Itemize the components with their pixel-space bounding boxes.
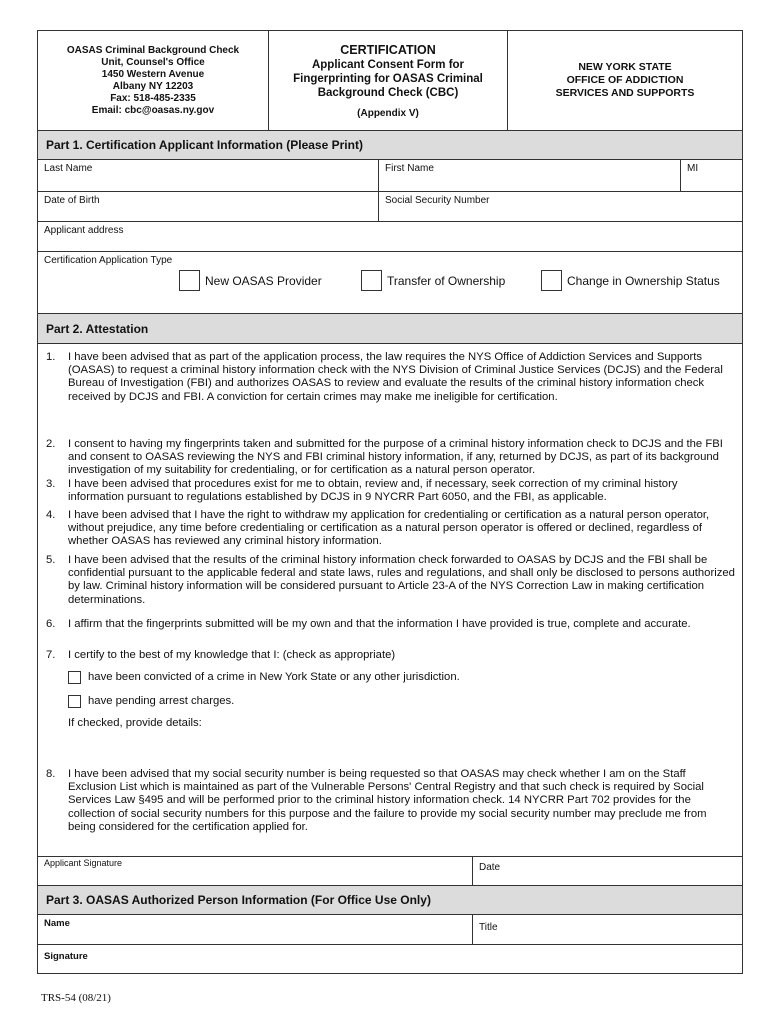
authorized-name-field[interactable] xyxy=(38,915,472,944)
authorized-name-label: Name xyxy=(44,918,70,929)
option-change-ownership-status[interactable] xyxy=(541,270,720,291)
details-prompt xyxy=(68,717,202,730)
item-text: I have been advised that I have the right to withdraw my application for credentialing or certification as a natural person operator, without prejudice, any time before credentialing or certification as a natural person operator is offered or declined, regardless of whether OASAS has reviewed any criminal history information. xyxy=(68,509,710,548)
convicted-label: have been convicted of a crime in New York State or any other jurisdiction. xyxy=(88,671,460,683)
agency-line: OFFICE OF ADDICTION xyxy=(566,74,684,86)
form-subtitle-line: Applicant Consent Form for xyxy=(311,58,465,71)
item-text: I have been advised that as part of the application process, the law requires the NYS Office of Addiction Services and Supports (OASAS) to request a criminal history information check with the NYS Division of Criminal Justice Services (DCJS) and the Federal Bureau of Investigation (FBI) and authorizes OASAS to review and evaluate the results of the criminal history information check received by DCJS and FBI. A conviction for certain crimes may make me ineligible for certification. xyxy=(68,351,723,403)
checkbox[interactable] xyxy=(179,270,200,291)
form-subtitle-line: Background Check (CBC) xyxy=(317,86,459,99)
attestation-item xyxy=(46,438,736,478)
application-type-options xyxy=(38,266,742,297)
attestation-item xyxy=(46,554,736,607)
convicted-option[interactable] xyxy=(68,671,460,684)
last-name-field[interactable] xyxy=(38,160,378,191)
part3-heading: Part 3. OASAS Authorized Person Information (For Office Use Only) xyxy=(38,886,742,915)
mi-field[interactable] xyxy=(680,160,742,191)
applicant-signature-label: Applicant Signature xyxy=(44,858,123,868)
attestation-item xyxy=(46,351,736,404)
item-number: 7. xyxy=(46,649,56,661)
address-label: Applicant address xyxy=(44,225,124,236)
attestation-item xyxy=(46,509,736,549)
office-email: Email: cbc@oasas.ny.gov xyxy=(91,104,215,116)
applicant-signature-field[interactable] xyxy=(38,857,472,885)
date-field[interactable] xyxy=(472,857,742,885)
item-number: 6. xyxy=(46,618,56,630)
part2-heading: Part 2. Attestation xyxy=(38,314,742,344)
form-title: CERTIFICATION xyxy=(340,42,436,57)
item-number: 4. xyxy=(46,509,56,521)
title-label: Title xyxy=(479,922,498,933)
office-address-block xyxy=(38,31,269,130)
office-line: Unit, Counsel's Office xyxy=(101,56,205,68)
checkbox[interactable] xyxy=(68,671,81,684)
form-subtitle-line: Fingerprinting for OASAS Criminal xyxy=(293,72,483,85)
name-row xyxy=(38,160,742,192)
office-line: OASAS Criminal Background Check xyxy=(66,44,240,56)
dob-ssn-row xyxy=(38,192,742,222)
option-transfer-ownership[interactable] xyxy=(361,270,505,291)
office-line: 1450 Western Avenue xyxy=(101,68,205,80)
title-field[interactable] xyxy=(472,915,742,944)
item-number: 5. xyxy=(46,554,56,566)
office-line: Fax: 518-485-2335 xyxy=(110,92,196,104)
item-text: I consent to having my fingerprints taken and submitted for the purpose of a criminal history information check to DCJS and the FBI and consent to OASAS reviewing the NYS and FBI criminal history information, if any, returned by DCJS, as part of its background investigation of my suitability for credentialing, or for certification as a natural person operator. xyxy=(68,438,723,477)
applicant-signature-row xyxy=(38,857,742,886)
details-label: If checked, provide details: xyxy=(68,717,202,729)
item-text: I have been advised that the results of the criminal history information check forwarded to OASAS by DCJS and the FBI shall be confidential pursuant to the applicable federal and state laws, rules and regulations, and shall only be disclosed to persons authorized by law. Criminal history information will be considered pursuant to Article 23-A of the NYS Correction Law in making certification determinations. xyxy=(68,554,735,606)
address-field[interactable] xyxy=(38,222,742,251)
application-type-label: Certification Application Type xyxy=(44,255,173,266)
last-name-label: Last Name xyxy=(44,163,93,174)
first-name-field[interactable] xyxy=(378,160,680,191)
appendix-label: (Appendix V) xyxy=(357,107,419,119)
agency-line: SERVICES AND SUPPORTS xyxy=(555,87,695,99)
option-label: New OASAS Provider xyxy=(205,273,322,288)
attestation-list xyxy=(38,344,742,857)
item-number: 2. xyxy=(46,438,56,450)
attestation-item xyxy=(46,768,736,834)
attestation-item xyxy=(46,649,736,662)
item-text: I certify to the best of my knowledge that I: (check as appropriate) xyxy=(68,649,396,661)
item-text: I have been advised that my social security number is being requested so that OASAS may check whether I am on the Staff Exclusion List which is maintained as part of the Vulnerable Persons' Central Registry and that such check is required by Social Services Law §495 and will be performed prior to the criminal history information check. 14 NYCRR Part 702 provides for the collection of social security numbers for this purpose and the failure to provide my social security number may preclude me from being considered for the certification applied for. xyxy=(68,768,707,833)
agency-line: NEW YORK STATE xyxy=(578,61,672,73)
date-label: Date xyxy=(479,862,501,873)
dob-field[interactable] xyxy=(38,192,378,221)
ssn-field[interactable] xyxy=(378,192,742,221)
form-number: TRS-54 (08/21) xyxy=(41,992,111,1004)
item-number: 3. xyxy=(46,478,56,490)
attestation-item xyxy=(46,478,736,504)
consent-form xyxy=(37,30,743,974)
agency-name-block xyxy=(508,31,742,130)
authorized-signature-label: Signature xyxy=(44,951,88,962)
address-row xyxy=(38,222,742,252)
authorized-name-row xyxy=(38,915,742,945)
checkbox[interactable] xyxy=(361,270,382,291)
ssn-label: Social Security Number xyxy=(385,195,490,206)
application-type-row xyxy=(38,252,742,314)
option-label: Transfer of Ownership xyxy=(387,273,506,288)
pending-charges-label: have pending arrest charges. xyxy=(88,695,235,707)
item-text: I affirm that the fingerprints submitted will be my own and that the information I have provided is true, complete and accurate. xyxy=(68,618,691,630)
form-header xyxy=(38,31,742,131)
form-title-block xyxy=(269,31,508,130)
mi-label: MI xyxy=(687,163,699,174)
checkbox[interactable] xyxy=(68,695,81,708)
dob-label: Date of Birth xyxy=(44,195,100,206)
item-number: 8. xyxy=(46,768,56,780)
option-new-provider[interactable] xyxy=(179,270,322,291)
attestation-item xyxy=(46,618,736,631)
office-line: Albany NY 12203 xyxy=(112,80,194,92)
part1-heading: Part 1. Certification Applicant Information (Please Print) xyxy=(38,131,742,160)
first-name-label: First Name xyxy=(385,163,434,174)
authorized-signature-row xyxy=(38,945,742,973)
item-text: I have been advised that procedures exist for me to obtain, review and, if necessary, seek correction of my criminal history information pursuant to regulations established by DCJS in 9 NYCRR Part 6050, and the FBI, as applicable. xyxy=(68,478,678,504)
option-label: Change in Ownership Status xyxy=(567,273,720,288)
authorized-signature-field[interactable] xyxy=(38,945,742,973)
checkbox[interactable] xyxy=(541,270,562,291)
pending-charges-option[interactable] xyxy=(68,695,234,708)
item-number: 1. xyxy=(46,351,56,363)
